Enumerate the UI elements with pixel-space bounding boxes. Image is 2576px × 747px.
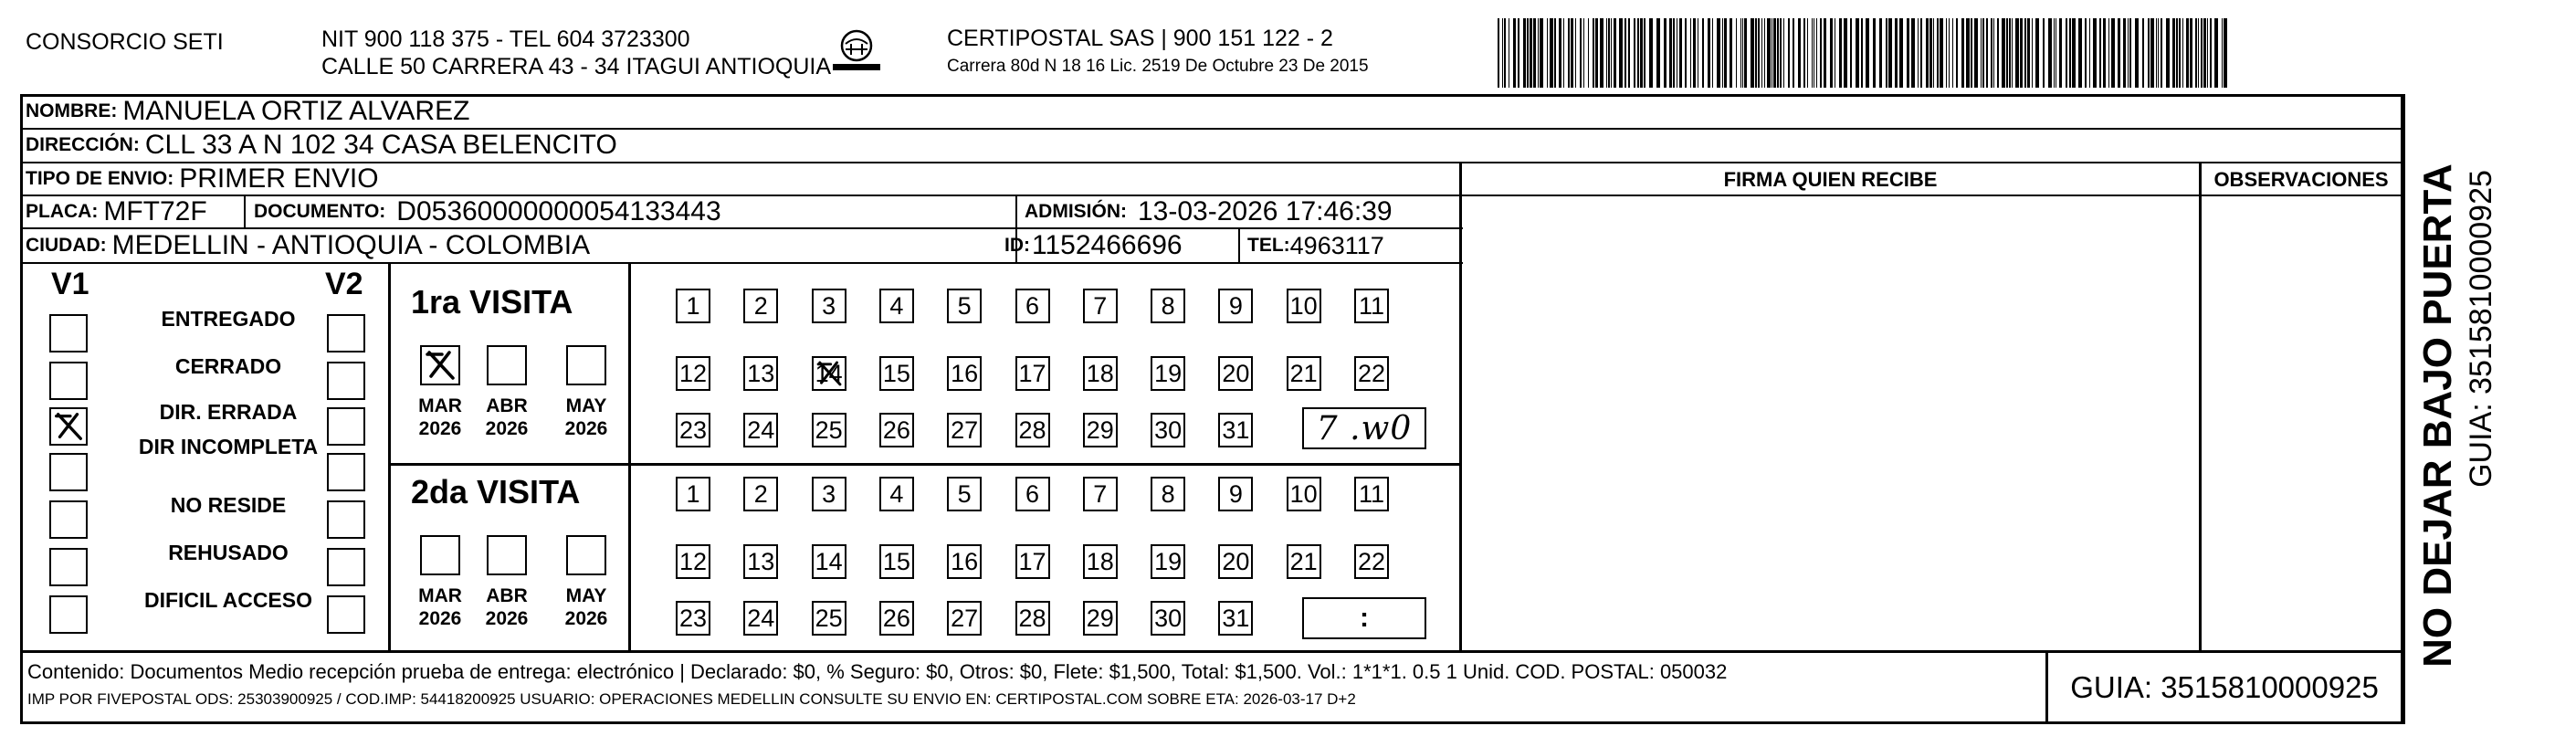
day-number: 22 <box>1357 359 1386 387</box>
v2-checkbox[interactable] <box>327 500 365 539</box>
v1-checkbox[interactable] <box>49 407 88 446</box>
day-number: 5 <box>957 291 972 320</box>
day-box[interactable] <box>1015 356 1050 391</box>
day-box[interactable] <box>743 544 778 579</box>
address-line: CALLE 50 CARRERA 43 - 34 ITAGUI ANTIOQUIA <box>321 54 832 79</box>
day-box[interactable] <box>1354 356 1389 391</box>
day-box[interactable] <box>1354 544 1389 579</box>
day-number: 4 <box>889 479 904 508</box>
admision-value: 13-03-2026 17:46:39 <box>1138 196 1393 226</box>
day-box[interactable] <box>1151 601 1185 636</box>
carrier-line: CERTIPOSTAL SAS | 900 151 122 - 2 <box>947 26 1333 51</box>
status-option-label: NO RESIDE <box>170 493 287 517</box>
day-box[interactable] <box>743 289 778 323</box>
day-box[interactable] <box>743 601 778 636</box>
month-label: ABR 2026 <box>485 395 529 439</box>
v1-checkbox[interactable] <box>49 548 88 586</box>
direccion-row <box>26 129 617 162</box>
day-box[interactable] <box>812 413 846 447</box>
side-warning: NO DEJAR BAJO PUERTA <box>2415 163 2460 668</box>
day-box[interactable] <box>1015 413 1050 447</box>
day-number: 16 <box>951 359 979 387</box>
day-box[interactable] <box>812 289 846 323</box>
day-number: 21 <box>1289 547 1318 575</box>
day-box[interactable] <box>1218 356 1253 391</box>
day-number: 31 <box>1222 416 1250 444</box>
day-box[interactable] <box>1354 289 1389 323</box>
day-number: 11 <box>1358 479 1385 508</box>
month-checkbox[interactable] <box>566 535 606 575</box>
day-number: 25 <box>815 416 843 444</box>
day-number: 16 <box>951 547 979 575</box>
month-label: MAR 2026 <box>418 585 462 629</box>
v2-checkbox[interactable] <box>327 362 365 400</box>
day-check-mark-icon <box>814 358 845 389</box>
month-checkbox[interactable] <box>487 345 527 385</box>
month-label: MAY 2026 <box>564 585 608 629</box>
day-box[interactable] <box>1287 289 1321 323</box>
day-box[interactable] <box>1151 477 1185 511</box>
day-number: 13 <box>747 359 775 387</box>
day-box[interactable] <box>743 477 778 511</box>
day-number: 3 <box>822 291 836 320</box>
month-label: MAR 2026 <box>418 395 462 439</box>
day-number: 6 <box>1025 291 1040 320</box>
month-label: ABR 2026 <box>485 585 529 629</box>
day-number: 21 <box>1289 359 1318 387</box>
tipo-value: PRIMER ENVIO <box>179 163 379 194</box>
day-box[interactable] <box>1083 544 1118 579</box>
firma-header: FIRMA QUIEN RECIBE <box>1723 168 1938 191</box>
day-number: 12 <box>678 547 708 575</box>
day-box[interactable] <box>1151 413 1185 447</box>
nombre-row <box>26 95 469 128</box>
visita1-time-value: 7 .w0 <box>1316 409 1413 447</box>
firma-area[interactable] <box>1465 196 2195 647</box>
month-checkbox[interactable] <box>420 345 460 385</box>
side-text-area <box>2411 100 2466 731</box>
footer-guia: GUIA: 3515810000925 <box>2070 669 2379 704</box>
day-number: 17 <box>1018 547 1046 575</box>
day-number: 18 <box>1086 547 1114 575</box>
day-box[interactable] <box>1218 477 1253 511</box>
day-box[interactable] <box>1083 356 1118 391</box>
documento-value: D05360000000054133443 <box>396 196 721 226</box>
day-number: 28 <box>1018 604 1046 632</box>
day-box[interactable] <box>879 289 914 323</box>
day-number: 19 <box>1154 359 1183 387</box>
footer-contenido: Contenido: Documentos Medio recepción prueba de entrega: electrónico | Declarado: $0, % Seguro: $0, Otros: $0, Flete: $1,500, Total: $1,500. Vol.: 1*1*1. 0.5 1 Unid. COD. POSTAL: 050032 <box>27 660 1728 683</box>
day-number: 26 <box>882 604 910 632</box>
day-number: 4 <box>889 291 904 320</box>
v2-checkbox[interactable] <box>327 314 365 352</box>
v1-checkbox[interactable] <box>49 362 88 400</box>
nombre-label: NOMBRE: <box>26 100 118 121</box>
admision-row <box>1025 195 1393 228</box>
day-number: 9 <box>1228 479 1243 508</box>
month-checkbox[interactable] <box>420 535 460 575</box>
day-number: 8 <box>1161 291 1175 320</box>
day-box[interactable] <box>1015 477 1050 511</box>
nit-line: NIT 900 118 375 - TEL 604 3723300 <box>321 26 690 52</box>
direccion-label: DIRECCIÓN: <box>26 134 140 155</box>
day-box[interactable] <box>947 413 982 447</box>
day-box[interactable] <box>676 356 710 391</box>
certipostal-logo-icon <box>829 27 884 75</box>
day-box[interactable] <box>1015 544 1050 579</box>
day-box[interactable] <box>1287 477 1321 511</box>
day-number: 2 <box>753 291 768 320</box>
id-label: ID: <box>1004 235 1030 256</box>
day-box[interactable] <box>879 601 914 636</box>
v1-checkbox[interactable] <box>49 314 88 352</box>
day-box[interactable] <box>879 413 914 447</box>
tel-row <box>1247 229 1384 262</box>
day-box[interactable] <box>812 601 846 636</box>
day-number: 10 <box>1289 479 1318 508</box>
day-number: 2 <box>753 479 768 508</box>
day-box[interactable] <box>1218 413 1253 447</box>
day-number: 20 <box>1222 547 1250 575</box>
tel-label: TEL: <box>1247 235 1290 256</box>
day-box[interactable] <box>947 356 982 391</box>
placa-label: PLACA: <box>26 201 99 222</box>
day-box[interactable] <box>1218 601 1253 636</box>
observaciones-header: OBSERVACIONES <box>2213 168 2389 191</box>
visita2-time-sep: : <box>1360 603 1369 633</box>
day-number: 11 <box>1358 291 1385 320</box>
day-number: 10 <box>1289 291 1318 320</box>
company-name: CONSORCIO SETI <box>26 29 224 55</box>
day-box[interactable] <box>676 601 710 636</box>
id-row <box>1004 229 1183 262</box>
day-number: 28 <box>1018 416 1046 444</box>
observaciones-area[interactable] <box>2204 196 2398 647</box>
day-box[interactable] <box>947 601 982 636</box>
status-option-label: ENTREGADO <box>161 307 296 331</box>
placa-row <box>26 195 207 228</box>
day-box[interactable] <box>743 413 778 447</box>
day-box[interactable] <box>1083 601 1118 636</box>
v2-checkbox[interactable] <box>327 548 365 586</box>
status-option-label: DIFICIL ACCESO <box>143 588 312 612</box>
day-number: 6 <box>1025 479 1040 508</box>
day-number: 26 <box>882 416 910 444</box>
id-value: 1152466696 <box>1032 230 1183 260</box>
day-box[interactable] <box>1218 289 1253 323</box>
day-box[interactable] <box>676 413 710 447</box>
day-box[interactable] <box>812 477 846 511</box>
day-box[interactable] <box>812 356 846 391</box>
day-number: 30 <box>1154 416 1183 444</box>
day-box[interactable] <box>676 289 710 323</box>
day-number: 15 <box>882 359 910 387</box>
day-box[interactable] <box>1015 289 1050 323</box>
day-box[interactable] <box>1354 477 1389 511</box>
side-guia-area <box>2458 119 2504 539</box>
placa-value: MFT72F <box>103 196 207 226</box>
day-box[interactable] <box>1083 477 1118 511</box>
v1-checkbox[interactable] <box>49 453 88 491</box>
day-number: 29 <box>1086 604 1114 632</box>
ciudad-row <box>26 229 590 262</box>
day-number: 15 <box>882 547 910 575</box>
day-number: 1 <box>686 479 700 508</box>
tel-value: 4963117 <box>1289 231 1384 259</box>
status-option-label: DIR. ERRADA <box>159 400 298 424</box>
month-checkbox[interactable] <box>566 345 606 385</box>
day-number: 27 <box>951 604 979 632</box>
day-box[interactable] <box>947 289 982 323</box>
day-box[interactable] <box>1287 544 1321 579</box>
day-number: 5 <box>957 479 972 508</box>
day-box[interactable] <box>1218 544 1253 579</box>
visita1-title: 1ra VISITA <box>411 283 573 321</box>
day-box[interactable] <box>879 477 914 511</box>
day-box[interactable] <box>1151 356 1185 391</box>
day-number: 3 <box>822 479 836 508</box>
documento-label: DOCUMENTO: <box>254 201 386 222</box>
nombre-value: MANUELA ORTIZ ALVAREZ <box>122 96 470 126</box>
v2-checkbox[interactable] <box>327 595 365 634</box>
day-number: 23 <box>678 604 708 632</box>
month-label: MAY 2026 <box>564 395 608 439</box>
status-option-label: DIR INCOMPLETA <box>138 435 319 458</box>
tipo-row <box>26 163 379 195</box>
side-guia: GUIA: 3515810000925 <box>2463 170 2498 488</box>
day-box[interactable] <box>812 544 846 579</box>
day-number: 22 <box>1357 547 1386 575</box>
v1-heading: V1 <box>51 267 89 301</box>
day-number: 1 <box>686 291 700 320</box>
ciudad-label: CIUDAD: <box>26 235 107 256</box>
day-box[interactable] <box>1287 356 1321 391</box>
visita2-title: 2da VISITA <box>411 473 581 510</box>
day-number: 14 <box>815 547 843 575</box>
day-box[interactable] <box>1083 413 1118 447</box>
day-number: 14 <box>815 359 843 387</box>
day-box[interactable] <box>879 544 914 579</box>
day-box[interactable] <box>676 477 710 511</box>
footer-imp: IMP POR FIVEPOSTAL ODS: 25303900925 / COD.IMP: 54418200925 USUARIO: OPERACIONES MEDELLIN CONSULTE SU ENVIO EN: CERTIPOSTAL.COM SOBRE ETA: 2026-03-17 D+2 <box>27 690 1356 708</box>
day-number: 7 <box>1093 479 1108 508</box>
day-number: 18 <box>1086 359 1114 387</box>
day-number: 8 <box>1161 479 1175 508</box>
ciudad-value: MEDELLIN - ANTIOQUIA - COLOMBIA <box>111 230 591 260</box>
day-box[interactable] <box>879 356 914 391</box>
v1-checkbox[interactable] <box>49 500 88 539</box>
day-number: 24 <box>747 416 775 444</box>
day-box[interactable] <box>1151 289 1185 323</box>
license-line: Carrera 80d N 18 16 Lic. 2519 De Octubre 23 De 2015 <box>947 57 1369 76</box>
v1-checkbox[interactable] <box>49 595 88 634</box>
tipo-label: TIPO DE ENVIO: <box>26 168 174 189</box>
day-number: 30 <box>1154 604 1183 632</box>
day-box[interactable] <box>676 544 710 579</box>
visita1-time-box[interactable] <box>1302 407 1426 449</box>
status-option-label: REHUSADO <box>168 541 289 564</box>
day-number: 27 <box>951 416 979 444</box>
day-number: 7 <box>1093 291 1108 320</box>
day-number: 12 <box>678 359 708 387</box>
v2-checkbox[interactable] <box>327 407 365 446</box>
day-number: 31 <box>1222 604 1250 632</box>
day-box[interactable] <box>1015 601 1050 636</box>
visita2-time-box[interactable] <box>1302 597 1426 639</box>
barcode <box>1498 18 2228 88</box>
admision-label: ADMISIÓN: <box>1025 201 1127 222</box>
v2-checkbox[interactable] <box>327 453 365 491</box>
v2-heading: V2 <box>325 267 363 301</box>
day-box[interactable] <box>1151 544 1185 579</box>
day-number: 23 <box>678 416 708 444</box>
direccion-value: CLL 33 A N 102 34 CASA BELENCITO <box>144 130 617 160</box>
month-checkbox[interactable] <box>487 535 527 575</box>
day-number: 24 <box>747 604 775 632</box>
day-number: 13 <box>747 547 775 575</box>
day-number: 17 <box>1018 359 1046 387</box>
day-box[interactable] <box>947 477 982 511</box>
day-box[interactable] <box>1083 289 1118 323</box>
status-option-label: CERRADO <box>174 354 282 378</box>
day-number: 29 <box>1086 416 1114 444</box>
day-number: 20 <box>1222 359 1250 387</box>
documento-row <box>254 195 721 228</box>
day-number: 9 <box>1228 291 1243 320</box>
day-box[interactable] <box>947 544 982 579</box>
day-box[interactable] <box>743 356 778 391</box>
day-number: 19 <box>1154 547 1183 575</box>
day-number: 25 <box>815 604 843 632</box>
